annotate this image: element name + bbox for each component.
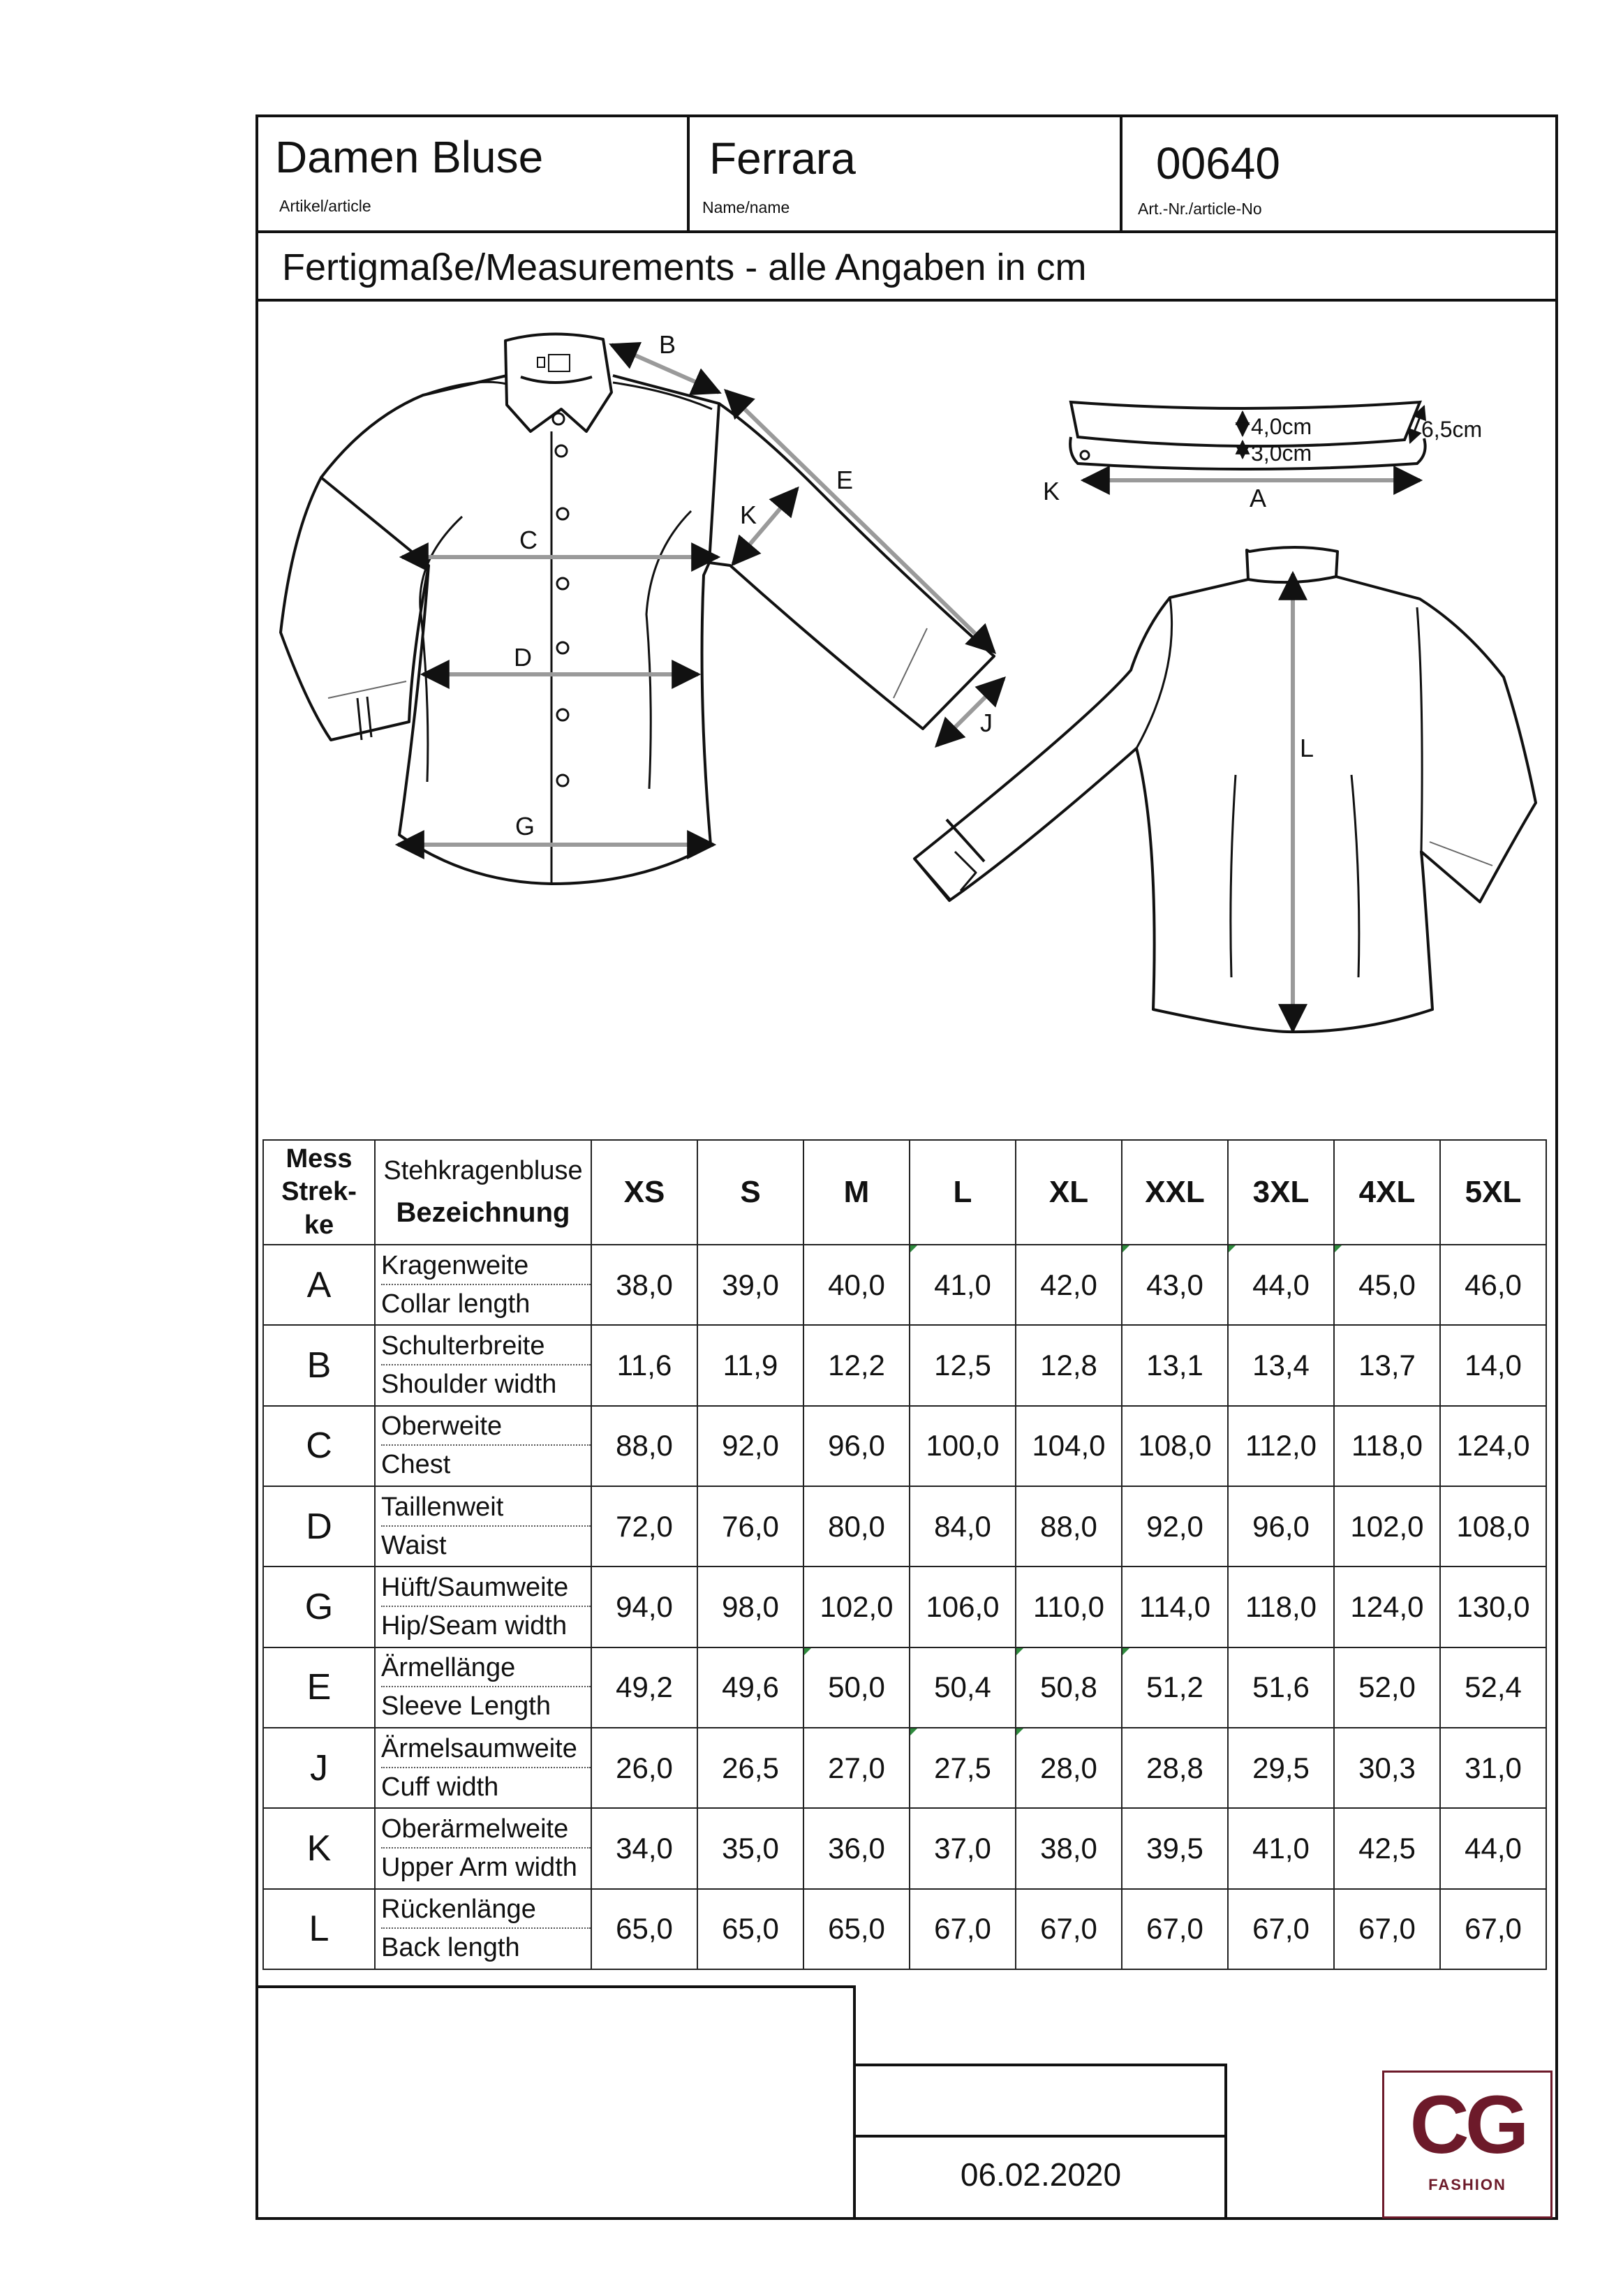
cell-value-text: 52,4 bbox=[1465, 1671, 1522, 1704]
front-collar-band bbox=[521, 377, 592, 383]
row-description-de: Ärmellänge bbox=[381, 1653, 591, 1687]
label-E: E bbox=[836, 466, 854, 494]
row-description-en: Collar length bbox=[381, 1289, 531, 1319]
cell-value-text: 124,0 bbox=[1350, 1590, 1424, 1623]
logo-cg-text: CG bbox=[1409, 2079, 1525, 2171]
cell-value bbox=[1228, 1808, 1334, 1888]
cell-value-text: 12,8 bbox=[1040, 1348, 1097, 1382]
cell-comment-marker bbox=[1016, 1648, 1023, 1655]
row-description-de: Taillenweit bbox=[381, 1493, 591, 1527]
size-3xl: 3XL bbox=[1228, 1140, 1334, 1245]
cell-value-text: 51,2 bbox=[1146, 1671, 1203, 1704]
arrow-E bbox=[726, 391, 994, 652]
cell-value-text: 67,0 bbox=[1040, 1912, 1097, 1946]
cell-value-text: 110,0 bbox=[1033, 1590, 1104, 1623]
row-description bbox=[375, 1486, 591, 1567]
back-dart-left bbox=[1231, 775, 1236, 977]
row-letter: D bbox=[263, 1486, 375, 1567]
front-yoke-right bbox=[613, 383, 712, 409]
row-description-en: Waist bbox=[381, 1530, 447, 1560]
row-description-en: Cuff width bbox=[381, 1772, 499, 1802]
cell-value bbox=[1016, 1889, 1122, 1969]
cell-value-text: 52,0 bbox=[1358, 1671, 1416, 1704]
cell-value-text: 46,0 bbox=[1465, 1268, 1522, 1301]
cell-value bbox=[1334, 1325, 1440, 1405]
cell-comment-marker bbox=[804, 1648, 811, 1655]
cell-value-text: 49,6 bbox=[722, 1671, 779, 1704]
cell-value-text: 67,0 bbox=[1146, 1912, 1203, 1946]
cell-value-text: 12,5 bbox=[934, 1348, 991, 1382]
measurement-table bbox=[262, 1139, 1547, 1970]
cell-value bbox=[803, 1325, 910, 1405]
cell-value-text: 114,0 bbox=[1139, 1590, 1210, 1623]
cell-value bbox=[910, 1647, 1016, 1728]
cell-value-text: 27,0 bbox=[828, 1751, 885, 1784]
cell-value-text: 30,3 bbox=[1358, 1751, 1416, 1784]
cell-value-text: 38,0 bbox=[616, 1268, 673, 1301]
table-row bbox=[263, 1647, 1546, 1728]
cell-value bbox=[1440, 1647, 1546, 1728]
label-collar-h1: 4,0cm bbox=[1251, 414, 1312, 439]
cell-value-text: 13,7 bbox=[1358, 1348, 1416, 1382]
cell-value bbox=[1228, 1245, 1334, 1325]
cell-value-text: 67,0 bbox=[1252, 1912, 1310, 1946]
label-K: K bbox=[740, 501, 757, 529]
cell-value-text: 102,0 bbox=[1350, 1509, 1424, 1543]
row-letter: G bbox=[263, 1567, 375, 1647]
cell-comment-marker bbox=[1229, 1245, 1236, 1252]
cell-value-text: 65,0 bbox=[616, 1912, 673, 1946]
row-letter: E bbox=[263, 1647, 375, 1728]
front-left-sleeve bbox=[281, 477, 429, 740]
size-xl: XL bbox=[1016, 1140, 1122, 1245]
cell-value-text: 39,0 bbox=[722, 1268, 779, 1301]
cell-value bbox=[910, 1889, 1016, 1969]
cell-value-text: 29,5 bbox=[1252, 1751, 1310, 1784]
cell-value-text: 92,0 bbox=[722, 1429, 779, 1462]
row-description bbox=[375, 1728, 591, 1808]
cell-value bbox=[1440, 1325, 1546, 1405]
row-description-de: Kragenweite bbox=[381, 1251, 591, 1285]
row-description bbox=[375, 1406, 591, 1486]
cell-value bbox=[1016, 1245, 1122, 1325]
size-4xl: 4XL bbox=[1334, 1140, 1440, 1245]
row-letter: A bbox=[263, 1245, 375, 1325]
cell-value bbox=[591, 1647, 697, 1728]
cell-value bbox=[1440, 1486, 1546, 1567]
cell-value-text: 88,0 bbox=[1040, 1509, 1097, 1543]
cell-value-text: 39,5 bbox=[1146, 1831, 1203, 1865]
cell-value-text: 130,0 bbox=[1456, 1590, 1530, 1623]
blouse-technical-drawing bbox=[258, 307, 1557, 1131]
cell-value bbox=[697, 1647, 803, 1728]
cell-value bbox=[910, 1728, 1016, 1808]
header-divider-1 bbox=[687, 114, 690, 232]
cell-value bbox=[697, 1808, 803, 1888]
row-letter: L bbox=[263, 1889, 375, 1969]
row-description-de: Oberweite bbox=[381, 1412, 591, 1446]
label-C: C bbox=[519, 526, 538, 554]
cell-value-text: 112,0 bbox=[1245, 1429, 1317, 1462]
header-bottom-line bbox=[255, 230, 1558, 233]
cell-value-text: 34,0 bbox=[616, 1831, 673, 1865]
cell-value bbox=[1334, 1728, 1440, 1808]
cell-value bbox=[803, 1647, 910, 1728]
front-body bbox=[321, 376, 719, 884]
cell-value-text: 96,0 bbox=[1252, 1509, 1310, 1543]
size-l: L bbox=[910, 1140, 1016, 1245]
row-description-en: Back length bbox=[381, 1933, 520, 1963]
cell-value-text: 26,0 bbox=[616, 1751, 673, 1784]
cell-value bbox=[591, 1728, 697, 1808]
row-letter: B bbox=[263, 1325, 375, 1405]
row-description-en: Chest bbox=[381, 1450, 451, 1480]
cell-value-text: 92,0 bbox=[1146, 1509, 1203, 1543]
cell-comment-marker bbox=[910, 1728, 917, 1735]
table-row bbox=[263, 1245, 1546, 1325]
row-description bbox=[375, 1647, 591, 1728]
cell-comment-marker bbox=[1122, 1245, 1129, 1252]
back-right-sleeve-line bbox=[1417, 607, 1422, 852]
cell-value-text: 36,0 bbox=[828, 1831, 885, 1865]
cell-value bbox=[591, 1889, 697, 1969]
row-description bbox=[375, 1808, 591, 1888]
arrow-J bbox=[937, 679, 1004, 746]
cell-value bbox=[803, 1889, 910, 1969]
cell-value bbox=[1440, 1245, 1546, 1325]
cell-value bbox=[1122, 1567, 1228, 1647]
front-princess-seam-right bbox=[646, 511, 691, 789]
col-description-header: Stehkragenbluse Bezeichnung bbox=[375, 1140, 591, 1245]
cell-value bbox=[1016, 1486, 1122, 1567]
cell-value bbox=[591, 1245, 697, 1325]
front-right-cuff bbox=[894, 628, 927, 698]
cell-value-text: 45,0 bbox=[1358, 1268, 1416, 1301]
cell-value bbox=[1440, 1567, 1546, 1647]
row-description bbox=[375, 1567, 591, 1647]
cell-value bbox=[1440, 1728, 1546, 1808]
date-text: 06.02.2020 bbox=[960, 2156, 1122, 2193]
cell-value-text: 40,0 bbox=[828, 1268, 885, 1301]
name-value: Ferrara bbox=[709, 133, 856, 184]
cell-value-text: 27,5 bbox=[934, 1751, 991, 1784]
cell-value bbox=[803, 1808, 910, 1888]
cell-value-text: 76,0 bbox=[722, 1509, 779, 1543]
table-row bbox=[263, 1728, 1546, 1808]
cell-value bbox=[1122, 1889, 1228, 1969]
cell-value-text: 41,0 bbox=[1252, 1831, 1310, 1865]
cell-value bbox=[1440, 1406, 1546, 1486]
cell-value-text: 50,8 bbox=[1040, 1671, 1097, 1704]
row-description-de: Schulterbreite bbox=[381, 1331, 591, 1365]
cell-value-text: 108,0 bbox=[1456, 1509, 1530, 1543]
cell-value-text: 106,0 bbox=[926, 1590, 1000, 1623]
cell-value-text: 100,0 bbox=[926, 1429, 1000, 1462]
collar-detail-top bbox=[1071, 402, 1420, 446]
cell-value bbox=[1122, 1406, 1228, 1486]
cell-value-text: 65,0 bbox=[828, 1912, 885, 1946]
row-description bbox=[375, 1889, 591, 1969]
collar-logo bbox=[538, 355, 570, 371]
cell-value bbox=[1228, 1406, 1334, 1486]
cell-value bbox=[1122, 1808, 1228, 1888]
back-body bbox=[914, 577, 1536, 1032]
cell-value bbox=[1016, 1728, 1122, 1808]
cell-value-text: 98,0 bbox=[722, 1590, 779, 1623]
cell-value-text: 42,5 bbox=[1358, 1831, 1416, 1865]
cell-value bbox=[910, 1406, 1016, 1486]
cell-value-text: 94,0 bbox=[616, 1590, 673, 1623]
cell-value bbox=[1334, 1406, 1440, 1486]
cell-value bbox=[1122, 1647, 1228, 1728]
table-row bbox=[263, 1406, 1546, 1486]
cell-value-text: 43,0 bbox=[1146, 1268, 1203, 1301]
cell-value-text: 67,0 bbox=[1465, 1912, 1522, 1946]
cell-value bbox=[697, 1325, 803, 1405]
size-xs: XS bbox=[591, 1140, 697, 1245]
cell-value-text: 28,0 bbox=[1040, 1751, 1097, 1784]
cell-value-text: 26,5 bbox=[722, 1751, 779, 1784]
cell-value bbox=[1334, 1486, 1440, 1567]
label-collar-A: A bbox=[1250, 484, 1267, 512]
cell-value-text: 13,1 bbox=[1146, 1348, 1203, 1382]
cell-value bbox=[910, 1808, 1016, 1888]
cell-value-text: 42,0 bbox=[1040, 1268, 1097, 1301]
cell-value bbox=[1122, 1245, 1228, 1325]
cell-value bbox=[803, 1406, 910, 1486]
cell-comment-marker bbox=[1335, 1245, 1342, 1252]
label-D: D bbox=[514, 643, 532, 672]
cell-value-text: 28,8 bbox=[1146, 1751, 1203, 1784]
article-value: Damen Bluse bbox=[275, 132, 544, 182]
label-collar-h3: 6,5cm bbox=[1421, 417, 1483, 442]
cell-value-text: 14,0 bbox=[1465, 1348, 1522, 1382]
cell-value-text: 51,6 bbox=[1252, 1671, 1310, 1704]
header-divider-2 bbox=[1120, 114, 1122, 232]
cell-value bbox=[697, 1889, 803, 1969]
cell-value bbox=[591, 1325, 697, 1405]
cell-value bbox=[697, 1567, 803, 1647]
cell-value bbox=[697, 1486, 803, 1567]
cell-value bbox=[1440, 1808, 1546, 1888]
row-letter: C bbox=[263, 1406, 375, 1486]
cell-value bbox=[1334, 1647, 1440, 1728]
cell-value bbox=[803, 1245, 910, 1325]
cell-value bbox=[910, 1486, 1016, 1567]
cell-value-text: 108,0 bbox=[1138, 1429, 1212, 1462]
cell-value bbox=[591, 1808, 697, 1888]
front-left-cuff bbox=[328, 681, 406, 698]
cell-value bbox=[1016, 1647, 1122, 1728]
article-no-label: Art.-Nr./article-No bbox=[1138, 200, 1262, 218]
row-letter: K bbox=[263, 1808, 375, 1888]
back-right-cuff bbox=[1430, 842, 1492, 866]
cell-value bbox=[803, 1567, 910, 1647]
size-5xl: 5XL bbox=[1440, 1140, 1546, 1245]
label-G: G bbox=[515, 812, 535, 840]
size-m: M bbox=[803, 1140, 910, 1245]
cell-comment-marker bbox=[1016, 1728, 1023, 1735]
size-s: S bbox=[697, 1140, 803, 1245]
footer-mid-box-top bbox=[853, 2064, 1227, 2138]
cell-value-text: 118,0 bbox=[1245, 1590, 1317, 1623]
cell-value-text: 11,9 bbox=[722, 1348, 778, 1382]
label-collar-h2: 3,0cm bbox=[1251, 440, 1312, 466]
cell-value bbox=[1228, 1486, 1334, 1567]
cell-value-text: 84,0 bbox=[934, 1509, 991, 1543]
row-description bbox=[375, 1325, 591, 1405]
cell-value-text: 44,0 bbox=[1252, 1268, 1310, 1301]
cell-value-text: 50,4 bbox=[934, 1671, 991, 1704]
front-buttons bbox=[553, 413, 568, 786]
cell-value bbox=[1334, 1245, 1440, 1325]
row-description-en: Sleeve Length bbox=[381, 1691, 551, 1721]
cell-value bbox=[1228, 1325, 1334, 1405]
cell-value-text: 37,0 bbox=[934, 1831, 991, 1865]
article-label: Artikel/article bbox=[279, 197, 371, 215]
cell-value-text: 80,0 bbox=[828, 1509, 885, 1543]
row-description-en: Shoulder width bbox=[381, 1369, 557, 1399]
cell-value bbox=[1122, 1486, 1228, 1567]
cell-value bbox=[1016, 1808, 1122, 1888]
cell-value bbox=[1228, 1647, 1334, 1728]
title-bottom-line bbox=[255, 299, 1558, 302]
cell-value bbox=[803, 1728, 910, 1808]
front-right-sleeve bbox=[709, 403, 994, 729]
cell-value-text: 72,0 bbox=[616, 1509, 673, 1543]
cell-value bbox=[697, 1245, 803, 1325]
cell-value bbox=[1228, 1567, 1334, 1647]
row-description-de: Rückenlänge bbox=[381, 1895, 591, 1929]
label-J: J bbox=[980, 709, 993, 737]
row-description bbox=[375, 1245, 591, 1325]
cell-value bbox=[1016, 1325, 1122, 1405]
cell-value-text: 12,2 bbox=[828, 1348, 885, 1382]
cell-value-text: 38,0 bbox=[1040, 1831, 1097, 1865]
cell-value-text: 31,0 bbox=[1465, 1751, 1522, 1784]
cell-value bbox=[591, 1406, 697, 1486]
cell-value-text: 67,0 bbox=[934, 1912, 991, 1946]
cell-value bbox=[1122, 1728, 1228, 1808]
cell-value bbox=[591, 1567, 697, 1647]
table-row bbox=[263, 1889, 1546, 1969]
collar-button-hole bbox=[1081, 451, 1089, 459]
table-row bbox=[263, 1808, 1546, 1888]
cell-value-text: 50,0 bbox=[828, 1671, 885, 1704]
cell-value bbox=[1334, 1889, 1440, 1969]
table-row bbox=[263, 1567, 1546, 1647]
measurements-title: Fertigmaße/Measurements - alle Angaben in cm bbox=[282, 246, 1087, 288]
cell-value-text: 67,0 bbox=[1358, 1912, 1416, 1946]
cell-value-text: 49,2 bbox=[616, 1671, 673, 1704]
cell-comment-marker bbox=[910, 1245, 917, 1252]
cell-value-text: 13,4 bbox=[1252, 1348, 1310, 1382]
cell-value bbox=[697, 1728, 803, 1808]
cell-value-text: 88,0 bbox=[616, 1429, 673, 1462]
cell-value-text: 11,6 bbox=[616, 1348, 672, 1382]
cell-value bbox=[1016, 1406, 1122, 1486]
cell-value bbox=[1016, 1567, 1122, 1647]
cell-value-text: 118,0 bbox=[1351, 1429, 1423, 1462]
cell-value bbox=[1334, 1567, 1440, 1647]
cg-fashion-logo bbox=[1382, 2071, 1552, 2219]
cell-value bbox=[1228, 1889, 1334, 1969]
cell-value-text: 104,0 bbox=[1032, 1429, 1106, 1462]
logo-fashion-text: FASHION bbox=[1428, 2176, 1506, 2193]
cell-value-text: 44,0 bbox=[1465, 1831, 1522, 1865]
cell-value bbox=[697, 1406, 803, 1486]
row-description-de: Hüft/Saumweite bbox=[381, 1573, 591, 1607]
footer-left-box bbox=[255, 1985, 856, 2220]
cell-value-text: 96,0 bbox=[828, 1429, 885, 1462]
cell-value bbox=[910, 1325, 1016, 1405]
cell-value bbox=[1440, 1889, 1546, 1969]
cell-value-text: 65,0 bbox=[722, 1912, 779, 1946]
cell-value-text: 35,0 bbox=[722, 1831, 779, 1865]
cell-value bbox=[910, 1567, 1016, 1647]
row-description-en: Upper Arm width bbox=[381, 1852, 577, 1882]
cell-value bbox=[591, 1486, 697, 1567]
back-dart-right bbox=[1351, 775, 1359, 977]
cell-value bbox=[803, 1486, 910, 1567]
row-description-de: Oberärmelweite bbox=[381, 1814, 591, 1849]
row-description-de: Ärmelsaumweite bbox=[381, 1734, 591, 1768]
table-header-row bbox=[263, 1140, 1546, 1245]
cell-value bbox=[910, 1245, 1016, 1325]
cell-value-text: 102,0 bbox=[820, 1590, 894, 1623]
cell-value bbox=[1122, 1325, 1228, 1405]
label-B: B bbox=[659, 330, 676, 359]
cell-comment-marker bbox=[1122, 1648, 1129, 1655]
row-description-en: Hip/Seam width bbox=[381, 1610, 568, 1640]
name-label: Name/name bbox=[702, 198, 790, 216]
table-row bbox=[263, 1486, 1546, 1567]
size-xxl: XXL bbox=[1122, 1140, 1228, 1245]
label-L: L bbox=[1300, 734, 1314, 762]
cell-value-text: 41,0 bbox=[934, 1268, 991, 1301]
col-mess-header: Mess Strek- ke bbox=[263, 1140, 375, 1245]
cell-value bbox=[1334, 1808, 1440, 1888]
label-collar-K: K bbox=[1043, 477, 1060, 505]
cell-value-text: 124,0 bbox=[1456, 1429, 1530, 1462]
article-no-value: 00640 bbox=[1156, 138, 1280, 188]
table-row bbox=[263, 1325, 1546, 1405]
row-letter: J bbox=[263, 1728, 375, 1808]
cell-value bbox=[1228, 1728, 1334, 1808]
